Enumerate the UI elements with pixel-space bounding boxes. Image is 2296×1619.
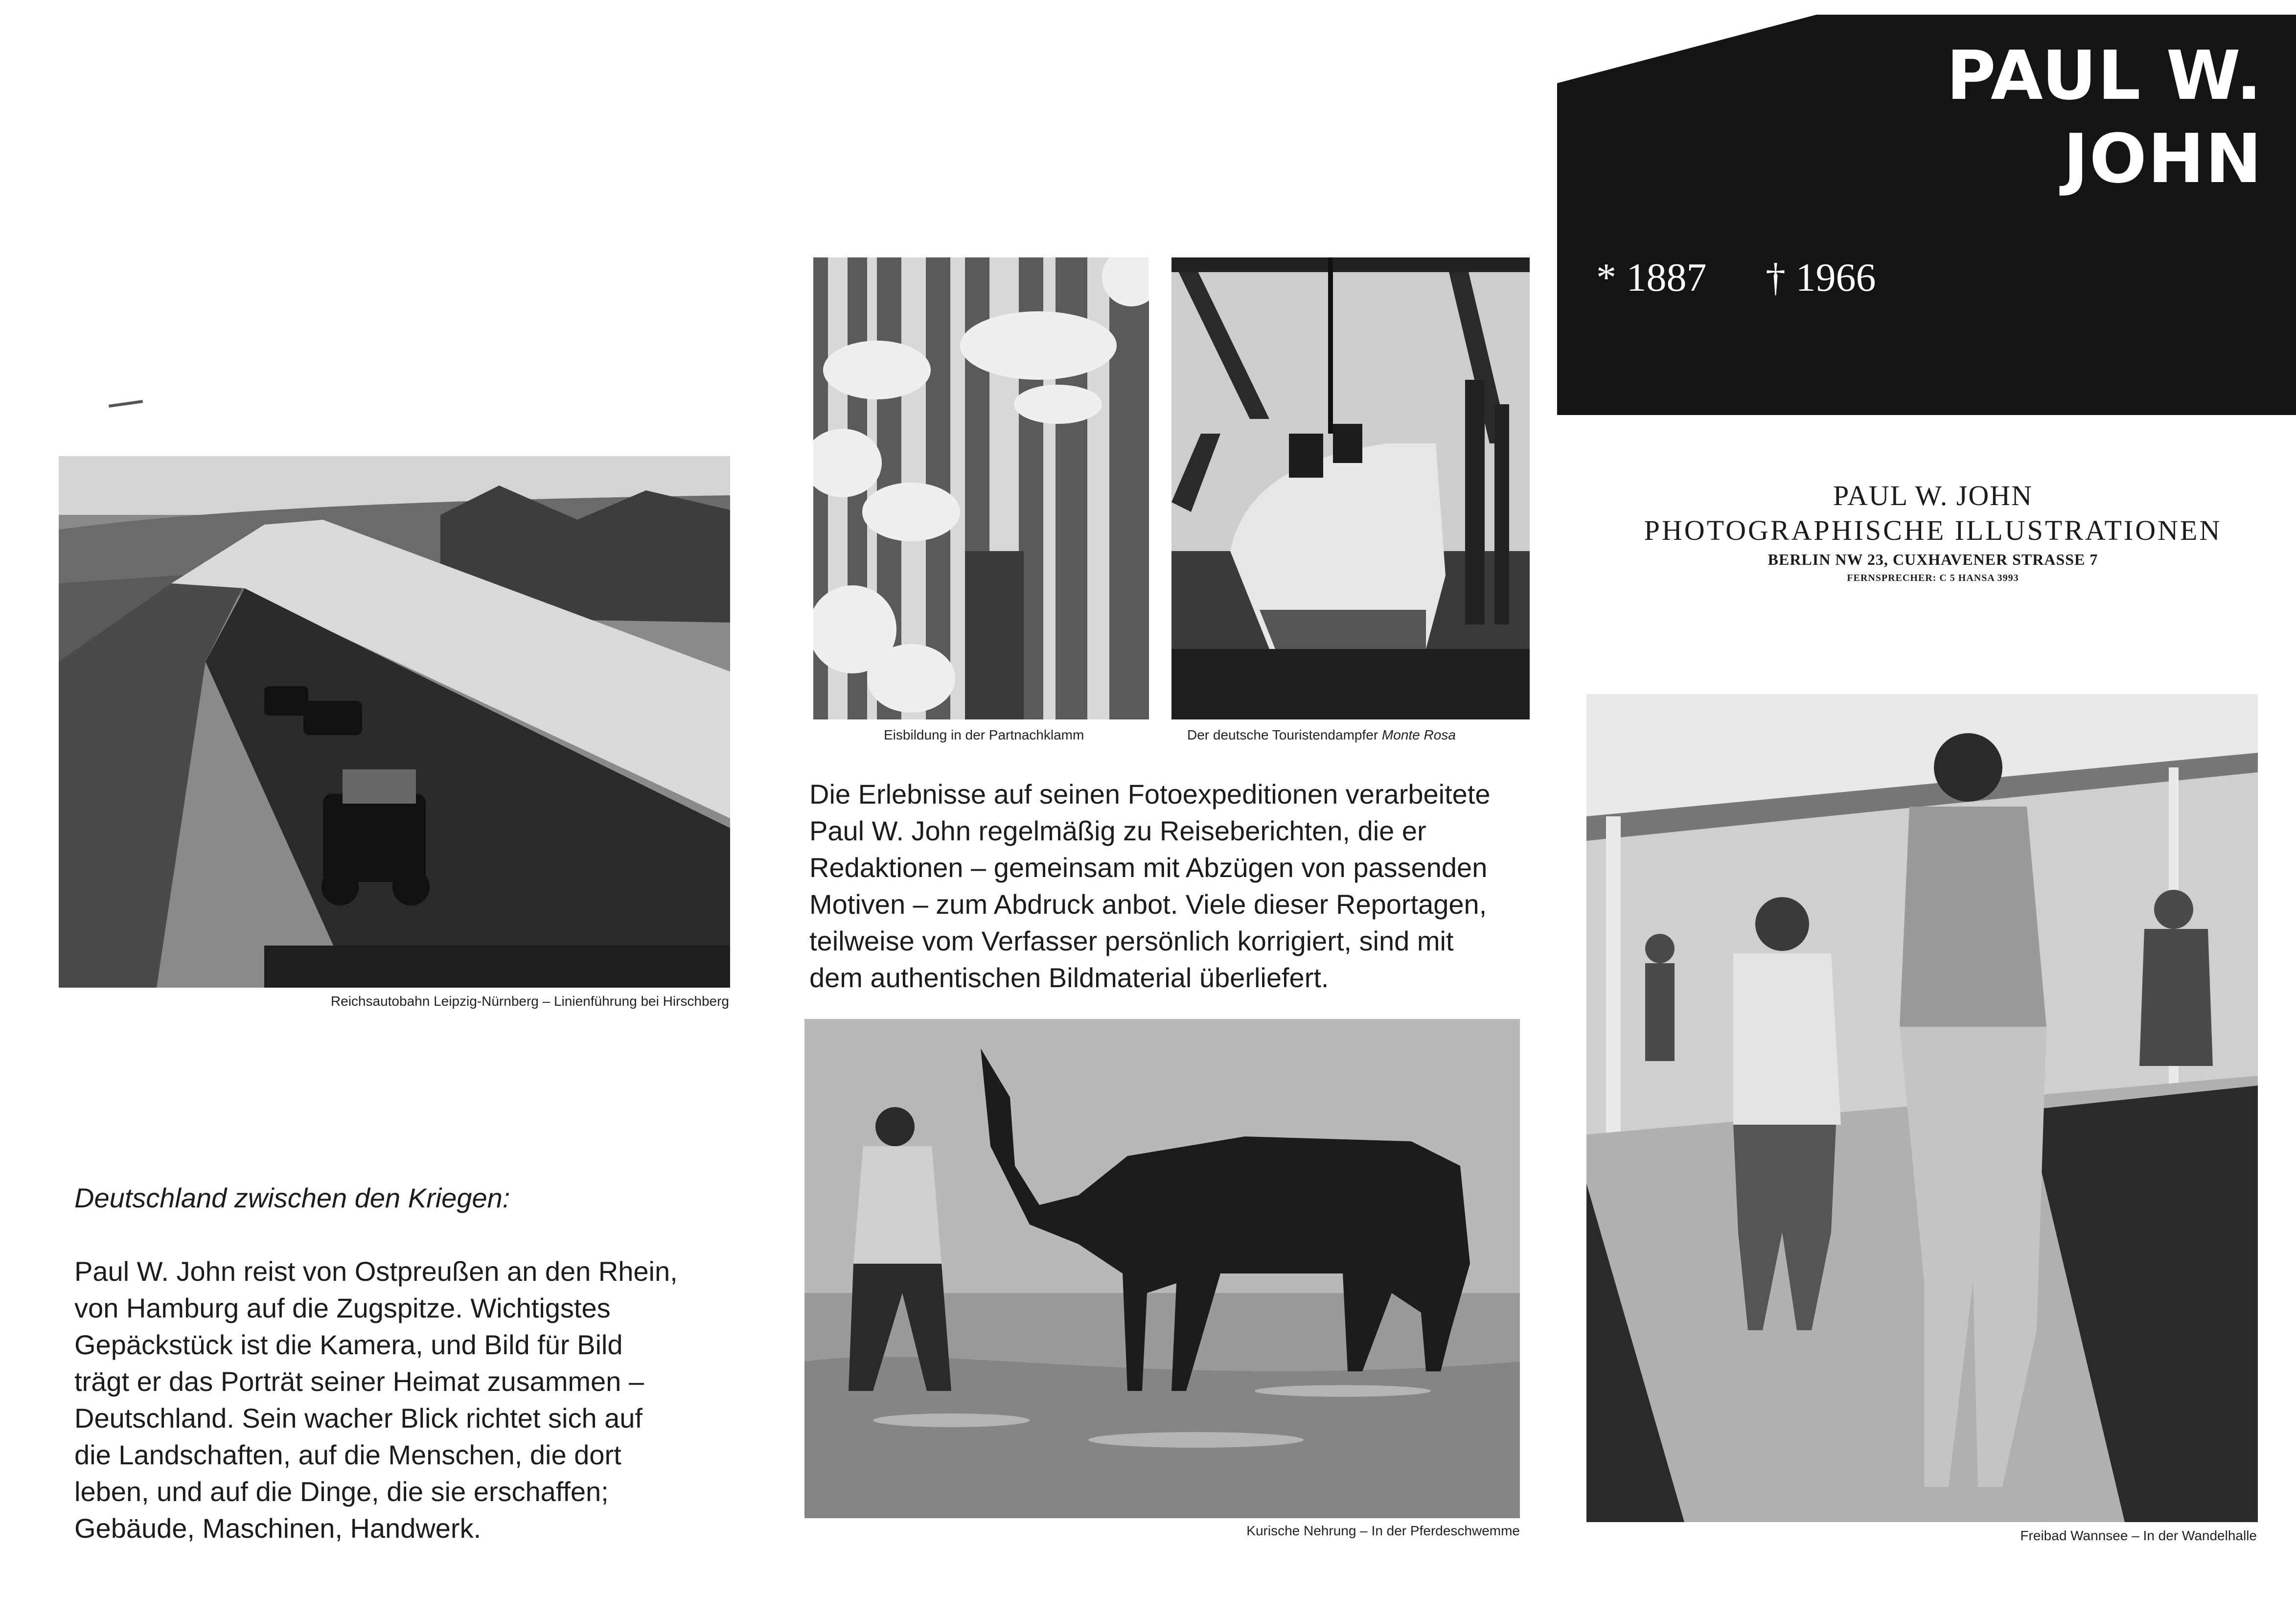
title-block xyxy=(1557,15,2296,415)
left-heading: Deutschland zwischen den Kriegen: xyxy=(74,1182,510,1213)
left-line: Gepäckstück ist die Kamera, und Bild für Bild xyxy=(74,1329,623,1360)
title-name-line1: PAUL W. xyxy=(1946,36,2263,115)
horse-caption: Kurische Nehrung – In der Pferdeschwemme xyxy=(1246,1523,1520,1538)
ship-caption-name: Monte Rosa xyxy=(1381,727,1456,742)
birth-year: * 1887 xyxy=(1596,255,1707,300)
freibad-photo xyxy=(1586,694,2258,1522)
letterhead-business: PHOTOGRAPHISCHE ILLUSTRATIONEN xyxy=(1644,514,2222,546)
middle-line: Die Erlebnisse auf seinen Fotoexpeditionen verarbeitete xyxy=(809,779,1491,810)
letterhead-name: PAUL W. JOHN xyxy=(1833,480,2033,511)
title-name xyxy=(1947,34,2263,201)
middle-line: Motiven – zum Abdruck anbot. Viele dieser Reportagen, xyxy=(809,889,1487,920)
left-text-block xyxy=(74,1180,759,1547)
middle-line: dem authentischen Bildmaterial überliefert. xyxy=(809,962,1329,993)
title-name-line2: JOHN xyxy=(2063,119,2263,198)
middle-line: Paul W. John regelmäßig zu Reiseberichten, die er xyxy=(809,815,1426,846)
ice-photo xyxy=(813,257,1149,719)
ship-photo xyxy=(1171,257,1530,719)
life-dates xyxy=(1596,254,1925,301)
letterhead-phone: FERNSPRECHER: C 5 HANSA 3993 xyxy=(1847,573,2019,583)
left-line: Deutschland. Sein wacher Blick richtet sich auf xyxy=(74,1403,643,1434)
middle-line: Redaktionen – gemeinsam mit Abzügen von passenden xyxy=(809,852,1488,883)
letterhead-address: BERLIN NW 23, CUXHAVENER STRASSE 7 xyxy=(1768,551,2098,568)
left-line: leben, und auf die Dinge, die sie erschaffen; xyxy=(74,1476,609,1507)
autobahn-caption: Reichsautobahn Leipzig-Nürnberg – Linienführung bei Hirschberg xyxy=(330,994,729,1009)
ship-caption-text: Der deutsche Touristendampfer xyxy=(1187,727,1382,742)
left-line: die Landschaften, auf die Menschen, die dort xyxy=(74,1439,621,1470)
left-line: Gebäude, Maschinen, Handwerk. xyxy=(74,1513,482,1544)
death-year: † 1966 xyxy=(1766,255,1876,300)
left-line: Paul W. John reist von Ostpreußen an den Rhein, xyxy=(74,1256,678,1287)
autobahn-photo xyxy=(59,456,730,988)
freibad-caption: Freibad Wannsee – In der Wandelhalle xyxy=(2020,1528,2257,1543)
middle-line: teilweise vom Verfasser persönlich korrigiert, sind mit xyxy=(809,925,1454,956)
left-line: trägt er das Porträt seiner Heimat zusammen – xyxy=(74,1366,644,1397)
ice-caption: Eisbildung in der Partnachklamm xyxy=(884,727,1084,742)
left-line: von Hamburg auf die Zugspitze. Wichtigstes xyxy=(74,1293,611,1323)
stray-mark xyxy=(109,400,143,408)
letterhead xyxy=(1595,479,2271,585)
middle-paragraph xyxy=(809,776,1543,996)
ship-caption xyxy=(1187,727,1456,743)
horse-photo xyxy=(804,1019,1520,1518)
